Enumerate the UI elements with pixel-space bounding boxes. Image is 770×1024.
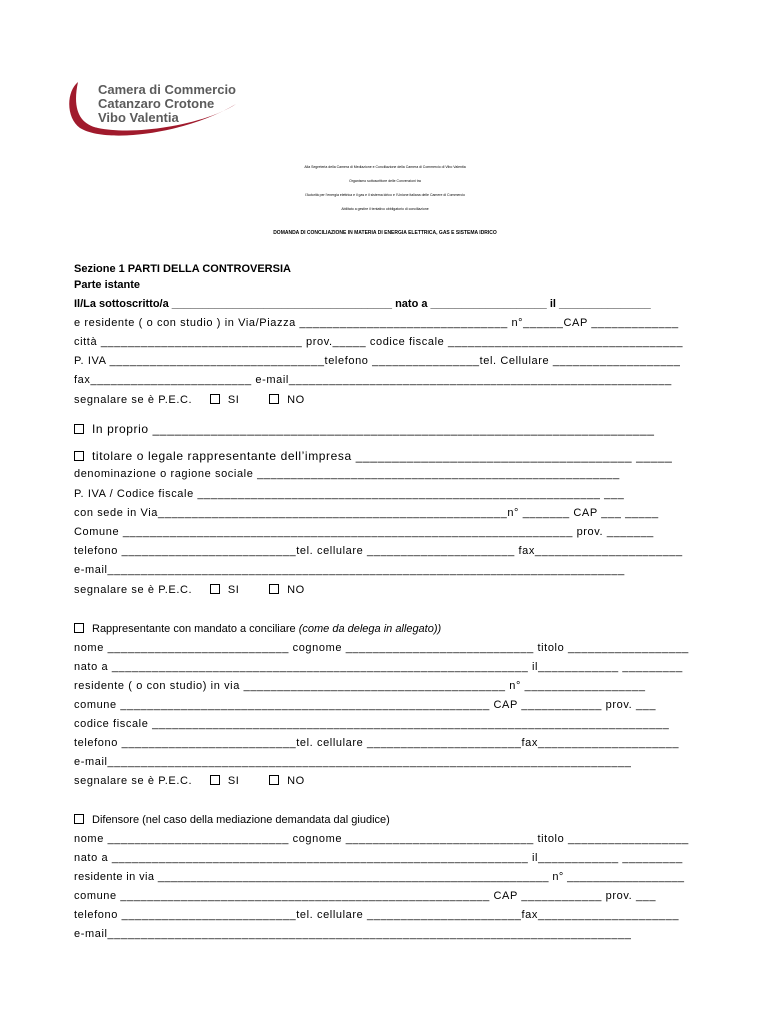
difensore-row[interactable]: Difensore (nel caso della mediazione demandata dal giudice) [74,814,390,826]
rappresentante-nato-line[interactable]: nato a ______________________________________________________________ il____________ _________ [74,661,683,673]
titolare-denominazione-line[interactable]: denominazione o ragione sociale ______________________________________________________ [74,468,620,480]
intro-line-4: Abilitato a gestire il tentativo obbligatorio di conciliazione [341,207,429,211]
titolare-email-line[interactable]: e-mail_____________________________________________________________________________ [74,564,625,576]
logo-line-3: Vibo Valentia [98,110,179,125]
rappresentante-row[interactable]: Rappresentante con mandato a conciliare (come da delega in allegato)) [74,623,441,635]
in-proprio-row[interactable]: In proprio _____________________________________________________________________ [74,422,655,436]
pec-si-checkbox[interactable]: SI [210,775,240,787]
checkbox-icon [74,623,84,633]
logo-line-1: Camera di Commercio [98,82,236,97]
difensore-residenza-line[interactable]: residente in via ____________________________________________________________ n° __________________ [74,871,685,883]
rappresentante-nome-line[interactable]: nome ___________________________ cognome ____________________________ titolo __________________ [74,642,689,654]
checkbox-icon [210,775,220,785]
titolare-comune-line[interactable]: Comune ___________________________________________________________________ prov. _______ [74,526,654,538]
rappresentante-comune-line[interactable]: comune _______________________________________________________ CAP ____________ prov. ___ [74,699,657,711]
intro-block [0,160,770,216]
intro-line-1: Alla Segreteria della Camera di Mediazione e Conciliazione della Camera di Commercio di Vibo Valentia [304,165,466,169]
pec-label: segnalare se è P.E.C. [74,394,193,406]
document-title: DOMANDA DI CONCILIAZIONE IN MATERIA DI ENERGIA ELETTRICA, GAS E SISTEMA IDRICO [273,230,497,236]
pec-si-checkbox[interactable]: SI [210,394,240,406]
istante-piva-line[interactable]: P. IVA ________________________________telefono ________________tel. Cellulare ___________________ [74,355,681,367]
istante-name-line[interactable]: Il/La sottoscritto/a ____________________________________ nato a ___________________ il _______________ [74,298,651,310]
difensore-email-line[interactable]: e-mail______________________________________________________________________________ [74,928,632,940]
rappresentante-telefono-line[interactable]: telefono __________________________tel. cellulare _______________________fax_____________________ [74,737,680,749]
titolare-telefono-line[interactable]: telefono __________________________tel. cellulare ______________________ fax______________________ [74,545,683,557]
pec-no-checkbox[interactable]: NO [269,775,305,787]
titolare-row[interactable]: titolare o legale rappresentante dell’impresa ______________________________________ _____ [74,449,672,463]
difensore-nome-line[interactable]: nome ___________________________ cognome ____________________________ titolo __________________ [74,833,689,845]
difensore-comune-line[interactable]: comune _______________________________________________________ CAP ____________ prov. ___ [74,890,657,902]
istante-fax-email-line[interactable]: fax________________________ e-mail_________________________________________________________ [74,374,672,386]
difensore-telefono-line[interactable]: telefono __________________________tel. cellulare _______________________fax_____________________ [74,909,680,921]
checkbox-icon [74,814,84,824]
pec-label: segnalare se è P.E.C. [74,775,193,787]
difensore-nato-line[interactable]: nato a ______________________________________________________________ il____________ _________ [74,852,683,864]
rappresentante-email-line[interactable]: e-mail______________________________________________________________________________ [74,756,632,768]
checkbox-icon [210,394,220,404]
checkbox-icon [74,451,84,461]
rappresentante-residenza-line[interactable]: residente ( o con studio) in via _______________________________________ n° __________________ [74,680,646,692]
pec-no-checkbox[interactable]: NO [269,584,305,596]
checkbox-icon [210,584,220,594]
intro-line-3: l’Autorità per l’energia elettrica e il gas e il sistema idrico e l’Unione italiana delle Camere di Commercio [305,193,465,197]
checkbox-icon [269,394,279,404]
istante-pec-row [74,394,305,406]
chamber-logo-text [98,83,236,125]
intro-line-2: Organismo sottoscrittore delle Convenzioni tra [349,179,421,183]
titolare-piva-line[interactable]: P. IVA / Codice fiscale ____________________________________________________________ ___ [74,488,625,500]
titolare-sede-line[interactable]: con sede in Via____________________________________________________n° _______ CAP ___ _____ [74,507,659,519]
checkbox-icon [269,775,279,785]
logo-line-2: Catanzaro Crotone [98,96,215,111]
titolare-pec-row [74,584,305,596]
pec-no-checkbox[interactable]: NO [269,394,305,406]
pec-si-checkbox[interactable]: SI [210,584,240,596]
checkbox-icon [269,584,279,594]
rappresentante-pec-row [74,775,305,787]
checkbox-icon [74,424,84,434]
section-1-header: Sezione 1 PARTI DELLA CONTROVERSIA [74,263,291,275]
pec-label: segnalare se è P.E.C. [74,584,193,596]
istante-city-line[interactable]: città ______________________________ prov._____ codice fiscale ___________________________________ [74,336,684,348]
istante-residence-line[interactable]: e residente ( o con studio ) in Via/Piazza _______________________________ n°______CAP _____________ [74,317,679,329]
parte-istante-label: Parte istante [74,279,141,291]
rappresentante-cf-line[interactable]: codice fiscale _____________________________________________________________________________ [74,718,670,730]
